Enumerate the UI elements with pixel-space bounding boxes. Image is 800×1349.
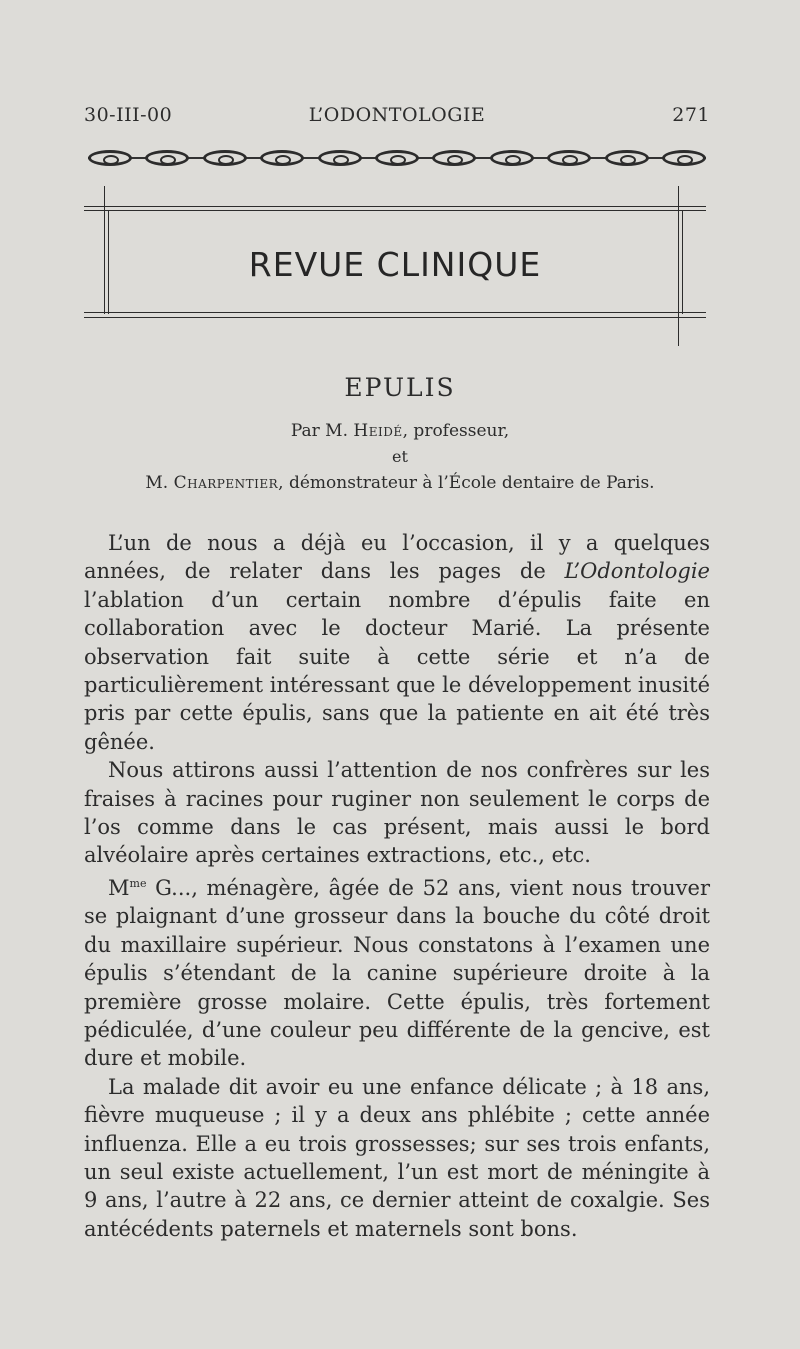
ornament-knot xyxy=(203,150,247,166)
ornament-knot xyxy=(318,150,362,166)
author-role: , professeur, xyxy=(402,421,510,441)
journal-citation: L’Odontologie xyxy=(564,559,710,584)
paragraph xyxy=(84,870,710,1073)
section-title: REVUE CLINIQUE xyxy=(248,245,542,284)
title-abbrev-superscript: me xyxy=(129,876,147,890)
ornament-knot xyxy=(145,150,189,166)
byline-conjunction: et xyxy=(392,447,408,466)
ornament-knot xyxy=(605,150,649,166)
article-title: EPULIS xyxy=(344,373,456,402)
paragraph-text: G..., ménagère, âgée de 52 ans, vient nous trouver se plaignant d’une grosseur dans la bouche du côté droit du maxillaire supérieur. Nous constatons à l’examen une épulis s’étendant de la canine supérieure droite à la première grosse molaire. Cette épulis, très fortement pédiculée, d’une couleur peu différente de la gencive, est dure et mobile. xyxy=(84,875,710,1071)
author-prefix: M. xyxy=(145,473,174,493)
frame-rule-bottom-inner xyxy=(84,312,706,313)
paragraph xyxy=(84,529,710,756)
ornament-knot xyxy=(490,150,534,166)
page-number: 271 xyxy=(672,104,710,126)
ornament-knot xyxy=(260,150,304,166)
author-name: Heidé xyxy=(353,421,403,441)
ornament-knot xyxy=(432,150,476,166)
frame-rule-top xyxy=(84,206,706,207)
byline-first-author xyxy=(0,421,800,441)
author-role: , démonstrateur à l’École dentaire de Paris. xyxy=(278,473,655,493)
byline-second-author xyxy=(0,473,800,493)
frame-rule-top-inner xyxy=(84,210,706,211)
title-abbrev: M xyxy=(108,875,130,900)
ornament-knot xyxy=(547,150,591,166)
byline-prefix: Par M. xyxy=(290,421,354,441)
ornament-knot xyxy=(88,150,132,166)
frame-rule-bottom xyxy=(84,317,706,318)
paragraph-text: L’un de nous a déjà eu l’occasion, il y a quelques années, de relater dans les pages de xyxy=(84,531,710,584)
article-body xyxy=(84,529,710,1243)
paragraph: Nous attirons aussi l’attention de nos confrères sur les fraises à racines pour ruginer non seulement le corps de l’os comme dans le cas présent, mais aussi le bord alvéolaire après certaines extractions, etc., etc. xyxy=(84,758,710,868)
paragraph: La malade dit avoir eu une enfance délicate ; à 18 ans, fièvre muqueuse ; il y a deux ans phlébite ; cette année influenza. Elle a eu trois grossesses; sur ses trois enfants, un seul existe actuellement, l’un est mort de méningite à 9 ans, l’autre à 22 ans, ce dernier atteint de coxalgie. Ses antécédents paternels et maternels sont bons. xyxy=(84,1074,710,1241)
issue-date: 30-III-00 xyxy=(84,104,173,126)
ornament-knot xyxy=(662,150,706,166)
author-name: Charpentier xyxy=(173,473,279,493)
journal-name: L’ODONTOLOGIE xyxy=(308,104,486,126)
decorative-border-ornament xyxy=(88,147,706,169)
paragraph-text: l’ablation d’un certain nombre d’épulis faite en collaboration avec le docteur Marié. La présente observation fait suite à cette série et n’a de particulièrement intéressant que le développement inusité pris par cette épulis, sans que la patiente en ait été très gênée. xyxy=(84,587,710,754)
ornament-knot xyxy=(375,150,419,166)
